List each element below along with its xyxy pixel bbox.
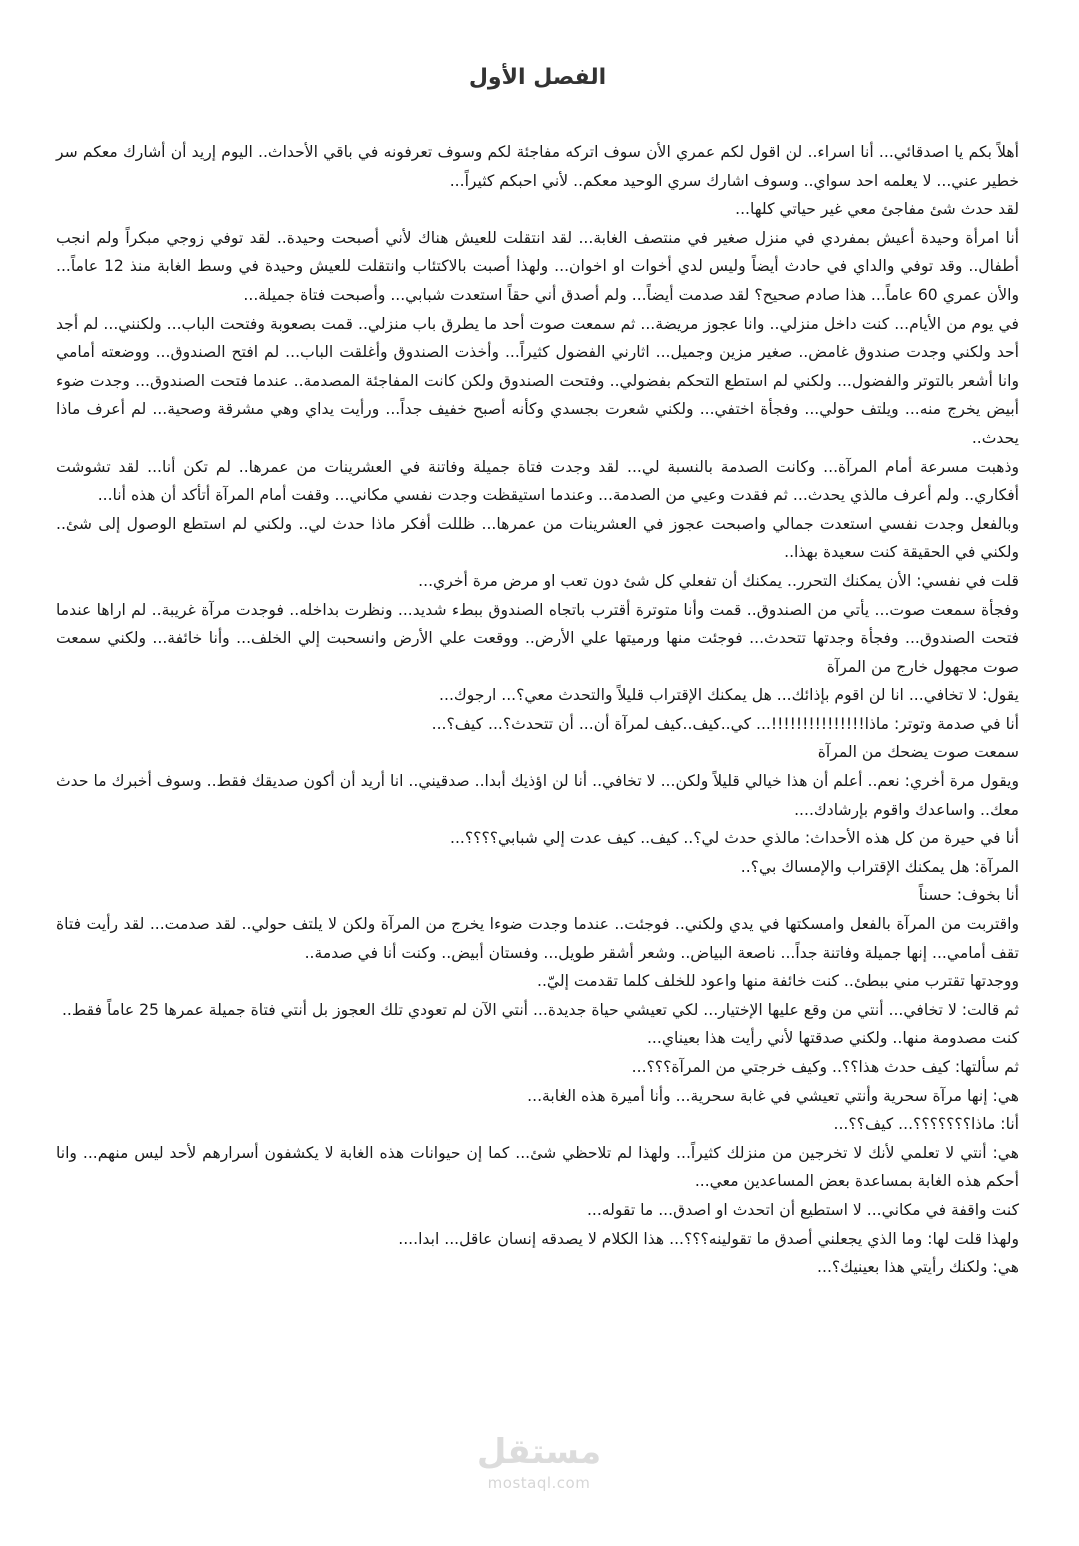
- paragraph: ويقول مرة أخري: نعم.. أعلم أن هذا خيالي قليلاً ولكن... لا تخافي.. أنا لن اؤذيك أبدا.. صدقيني.. انا أريد أن أكون صديقك فقط.. وسوف أخبرك ما حدث معك.. واساعدك واقوم بإرشادك....: [56, 772, 1019, 819]
- paragraph: أنا في حيرة من كل هذه الأحداث: مالذي حدث لي؟.. كيف.. كيف عدت إلي شبابي؟؟؟؟...: [450, 829, 1019, 848]
- paragraph: أنا امرأة وحيدة أعيش بمفردي في منزل صغير في منتصف الغابة... لقد انتقلت للعيش هناك لأني أصبحت وحيدة.. لقد توفي زوجي مبكراً ولم انجب أطفال.. وقد توفي والداي في حادث أيضاً وليس لدي أخوات او اخوان... ولهذا أصبت بالاكتئاب وانتقلت للعيش وحيدة في وسط الغابة منذ 12 عاماً... والأن عمري 60 عاماً... هذا صادم صحيح؟ لقد صدمت أيضاً... ولم أصدق أني حقاً استعدت شبابي... وأصبحت فتاة جميلة...: [56, 228, 1019, 304]
- paragraph: هي: أنتي لا تعلمي لأنك لا تخرجين من منزلك كثيراً... ولهذا لم تلاحظي شئ... كما إن حيوانات هذه الغابة لا يكشفون أسرارهم لأحد ليس منهم... وانا أحكم هذه الغابة بمساعدة بعض المساعدين معي...: [56, 1143, 1019, 1191]
- paragraph: في يوم من الأيام... كنت داخل منزلي.. وانا عجوز مريضة... ثم سمعت صوت أحد ما يطرق باب منزلي.. قمت بصعوبة وفتحت الباب... ولكنني... لم أجد أحد ولكني وجدت صندوق غامض.. صغير مزين وجميل... اثارني الفضول كثيراً... وأخذت الصندوق وأغلقت الباب... لم افتح الصندوق... ووضعته أمامي وانا أشعر بالتوتر والفضول... ولكني لم استطع التحكم بفضولي.. وفتحت الصندوق ولكن كانت المفاجئة المصدمة.. عندما فتحت الصندوق... وجدت ضوء أبيض يخرج منه... ويلتف حولي... وفجأة اختفي... ولكني شعرت بجسدي وكأنه أصبح خفيف جداً... ورأيت يداي وهي مشرقة وصحية... لم أعرف ماذا يحدث..: [56, 314, 1019, 447]
- paragraph: أهلاً بكم يا اصدقائي... أنا اسراء.. لن اقول لكم عمري الأن سوف اتركه مفاجئة لكم وسوف تعرفونه في باقي الأحداث.. اليوم إريد أن أشارك معكم سر خطير عني... لا يعلمه احد سواي.. وسوف اشارك سري الوحيد معكم.. لأني احبكم كثيراً...: [56, 143, 1019, 190]
- mostaql-watermark: [454, 1430, 624, 1510]
- paragraph: ووجدتها تقترب مني ببطئ.. كنت خائفة منها واعود للخلف كلما تقدمت إليّ..: [536, 972, 1019, 991]
- paragraph: وذهبت مسرعة أمام المرآة... وكانت الصدمة بالنسبة لي... لقد وجدت فتاة جميلة وفاتنة في العشرينات من عمرها.. لم تكن أنا... لقد تشوشت أفكاري.. ولم أعرف مالذي يحدث... ثم فقدت وعيي من الصدمة... وعندما استيقظت وجدت نفسي مكاني... وقفت أمام المرآة أتأكد أن هذه أنا...: [56, 457, 1019, 505]
- paragraph: واقتربت من المرآة بالفعل وامسكتها في يدي ولكني.. فوجئت.. عندما وجدت ضوءا يخرج من المرآة ولكن لا يلتف حولي.. لقد صدمت... لقد رأيت فتاة تقف أمامي... إنها جميلة وفاتنة جداً... ناصعة البياض.. وشعر أشقر طويل... وفستان أبيض.. وكنت أنا في صدمة..: [56, 915, 1019, 962]
- paragraph: وفجأة سمعت صوت... يأتي من الصندوق.. قمت وأنا متوترة أقترب باتجاه الصندوق ببطء شديد... ونظرت بداخله.. فوجدت مرآة غريبة.. لم اراها عندما فتحت الصندوق... وفجأة وجدتها تتحدث... فوجئت منها ورميتها علي الأرض.. ووقعت علي الأرض وانسحبت إلي الخلف... وأنا خائفة... ولكني سمعت صوت مجهول خارج من المرآة: [56, 600, 1019, 676]
- paragraph: هي: ولكنك رأيتي هذا بعينيك؟...: [817, 1258, 1019, 1277]
- watermark-domain: mostaql.com: [487, 1474, 591, 1492]
- paragraph: أنا: ماذا؟؟؟؟؟؟؟... كيف؟؟...: [833, 1115, 1019, 1134]
- paragraph: كنت واقفة في مكاني... لا استطيع أن اتحدث او اصدق... ما تقوله...: [586, 1200, 1019, 1219]
- paragraph: أنا في صدمة وتوتر: ماذا!!!!!!!!!!!!!!!... كي..كيف..كيف لمرآة أن... أن تتحدث؟... كيف؟...: [431, 714, 1019, 733]
- paragraph: لقد حدث شئ مفاجئ معي غير حياتي كلها...: [735, 200, 1019, 219]
- paragraph: كنت مصدومة منها.. ولكني صدقتها لأني رأيت هذا بعيناي...: [646, 1029, 1019, 1048]
- paragraph: قلت في نفسي: الأن يمكنك التحرر.. يمكنك أن تفعلي كل شئ دون تعب او مرض مرة أخري...: [418, 571, 1019, 590]
- paragraph: وبالفعل وجدت نفسي استعدت جمالي واصبحت عجوز في العشرينات من عمرها... ظللت أفكر ماذا حدث لي.. ولكني لم استطع الوصول إلى شئ.. ولكني في الحقيقة كنت سعيدة بهذا..: [56, 514, 1019, 562]
- chapter-title: الفصل الأول: [468, 65, 607, 90]
- paragraph: ثم سألتها: كيف حدث هذا؟؟.. وكيف خرجتي من المرآة؟؟؟...: [631, 1058, 1019, 1076]
- paragraph: ثم قالت: لا تخافي... أنتي من وقع عليها الإختيار... لكي تعيشي حياة جديدة... أنتي الآن لم تعودي تلك العجوز بل أنتي فتاة جميلة عمرها 25 عاماً فقط..: [61, 1000, 1019, 1019]
- paragraph: ولهذا قلت لها: وما الذي يجعلني أصدق ما تقولينه؟؟؟... هذا الكلام لا يصدقه إنسان عاقل... ابدا....: [398, 1229, 1019, 1248]
- paragraph: سمعت صوت يضحك من المرآة: [817, 743, 1019, 762]
- watermark-logo: مستقل: [476, 1432, 602, 1472]
- paragraph: هي: إنها مرآة سحرية وأنتي تعيشي في غابة سحرية... وأنا أميرة هذه الغابة...: [527, 1086, 1019, 1105]
- chapter-body: [56, 138, 1019, 1282]
- paragraph: أنا بخوف: حسناً: [918, 886, 1019, 905]
- paragraph: المرآة: هل يمكنك الإقتراب والإمساك بي؟..: [740, 857, 1019, 876]
- paragraph: يقول: لا تخافي... انا لن اقوم بإذائك... هل يمكنك الإقتراب قليلاً والتحدث معي؟... ارجوك...: [439, 686, 1019, 705]
